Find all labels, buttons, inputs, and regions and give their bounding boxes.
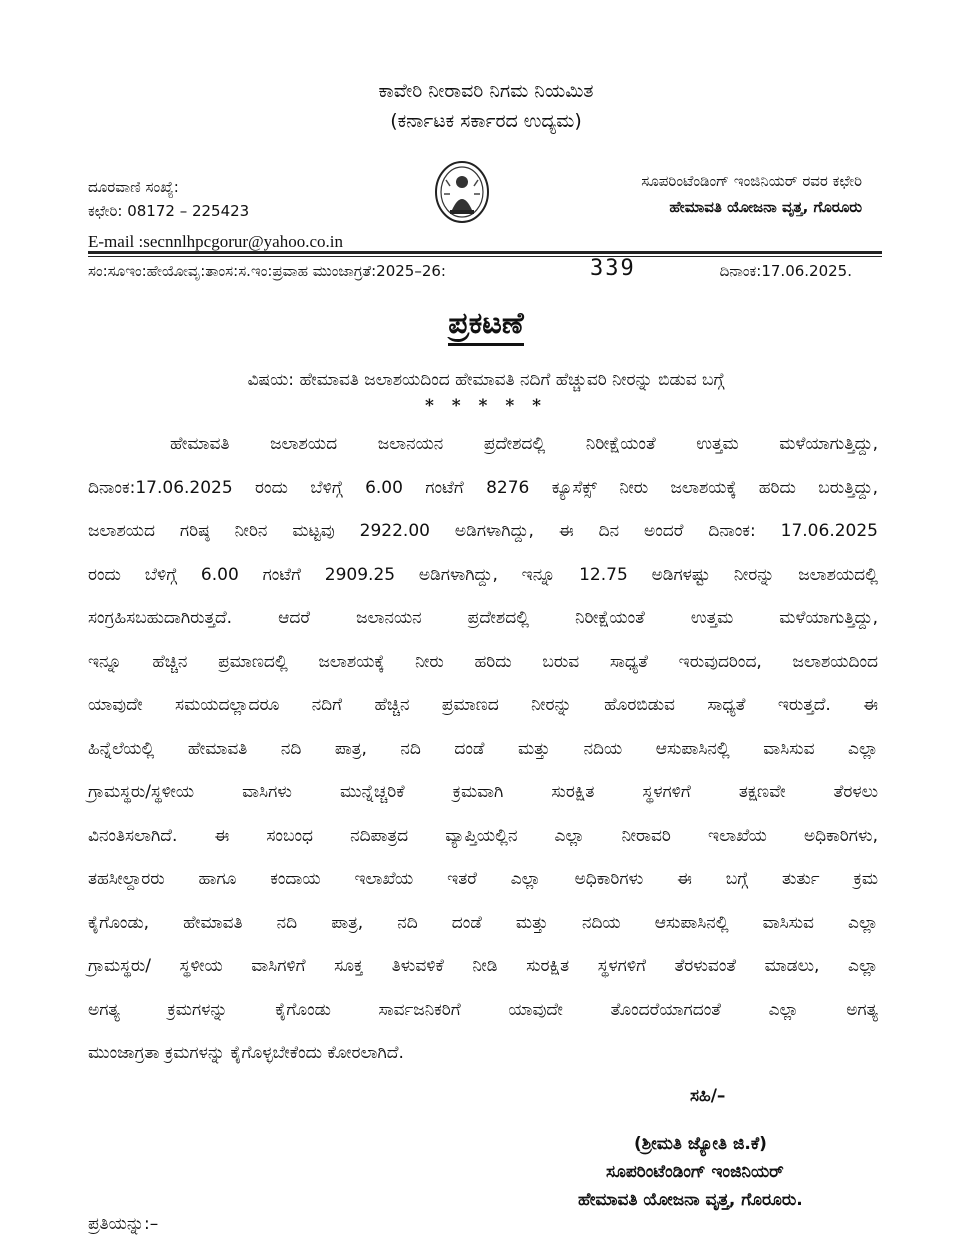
office-name-line1: ಸೂಪರಿಂಟೆಂಡಿಂಗ್ ಇಂಜಿನಿಯರ್ ರವರ ಕಛೇರಿ [641, 172, 862, 190]
body-line: ಜಲಾಶಯದ ಗರಿಷ್ಠ ನೀರಿನ ಮಟ್ಟವು 2922.00 ಅಡಿಗಳಾಗಿದ್ದು, ಈ ದಿನ ಅಂದರೆ ದಿನಾಂಕ: 17.06.2025 [88, 521, 878, 541]
body-line: ವಿನಂತಿಸಲಾಗಿದೆ. ಈ ಸಂಬಂಧ ನದಿಪಾತ್ರದ ವ್ಯಾಪ್ತಿಯಲ್ಲಿನ ಎಲ್ಲಾ ನೀರಾವರಿ ಇಲಾಖೆಯ ಅಧಿಕಾರಿಗಳು, [88, 826, 878, 846]
office-name-line2: ಹೇಮಾವತಿ ಯೋಜನಾ ವೃತ್ತ, ಗೊರೂರು [669, 198, 862, 216]
org-name: ಕಾವೇರಿ ನೀರಾವರಿ ನಿಗಮ ನಿಯಮಿತ [378, 80, 594, 102]
body-line: ಮುಂಜಾಗ್ರತಾ ಕ್ರಮಗಳನ್ನು ಕೈಗೊಳ್ಳಬೇಕೆಂದು ಕೋರಲಾಗಿದೆ. [88, 1043, 404, 1063]
phone-label: ದೂರವಾಣಿ ಸಂಖ್ಯೆ: [88, 178, 179, 196]
notice-title [0, 306, 972, 341]
body-line: ಇನ್ನೂ ಹೆಚ್ಚಿನ ಪ್ರಮಾಣದಲ್ಲಿ ಜಲಾಶಯಕ್ಕೆ ನೀರು ಹರಿದು ಬರುವ ಸಾಧ್ಯತೆ ಇರುವುದರಿಂದ, ಜಲಾಶಯದಿಂದ [88, 652, 878, 672]
subject-line: ವಿಷಯ: ಹೇಮಾವತಿ ಜಲಾಶಯದಿಂದ ಹೇಮಾವತಿ ನದಿಗೆ ಹೆಚ್ಚುವರಿ ನೀರನ್ನು ಬಿಡುವ ಬಗ್ಗೆ [247, 370, 725, 390]
signatory-office: ಹೇಮಾವತಿ ಯೋಜನಾ ವೃತ್ತ, ಗೊರೂರು. [578, 1190, 803, 1210]
reference-number: 339 [590, 256, 636, 281]
reference-text: ಸಂ:ಸೂಇಂ:ಹೇಯೋವೃ:ತಾಂಸ:ಸ.ಇಂ:ಪ್ರವಾಹ ಮುಂಜಾಗ್ರತೆ:2025–26: [88, 262, 446, 280]
issue-date: ದಿನಾಂಕ:17.06.2025. [719, 262, 852, 280]
body-line: ತಹಸೀಲ್ದಾರರು ಹಾಗೂ ಕಂದಾಯ ಇಲಾಖೆಯ ಇತರೆ ಎಲ್ಲಾ ಅಧಿಕಾರಿಗಳು ಈ ಬಗ್ಗೆ ತುರ್ತು ಕ್ರಮ [88, 869, 878, 889]
signed-mark: ಸಹಿ/– [690, 1086, 726, 1106]
body-line: ಯಾವುದೇ ಸಮಯದಲ್ಲಾದರೂ ನದಿಗೆ ಹೆಚ್ಚಿನ ಪ್ರಮಾಣದ ನೀರನ್ನು ಹೊರಬಿಡುವ ಸಾಧ್ಯತೆ ಇರುತ್ತದೆ. ಈ [88, 695, 878, 715]
body-line: ಗ್ರಾಮಸ್ಥರು/ಸ್ಥಳೀಯ ವಾಸಿಗಳು ಮುನ್ನೆಚ್ಚರಿಕೆ ಕ್ರಮವಾಗಿ ಸುರಕ್ಷಿತ ಸ್ಥಳಗಳಿಗೆ ತಕ್ಷಣವೇ ತೆರಳಲು [88, 782, 878, 802]
body-line: ರಂದು ಬೆಳಿಗ್ಗೆ 6.00 ಗಂಟೆಗೆ 2909.25 ಅಡಿಗಳಾಗಿದ್ದು, ಇನ್ನೂ 12.75 ಅಡಿಗಳಷ್ಟು ನೀರನ್ನು ಜಲಾಶಯದಲ್ಲಿ [88, 565, 878, 585]
body-line: ಸಂಗ್ರಹಿಸಬಹುದಾಗಿರುತ್ತದೆ. ಆದರೆ ಜಲಾನಯನ ಪ್ರದೇಶದಲ್ಲಿ ನಿರೀಕ್ಷೆಯಂತೆ ಉತ್ತಮ ಮಳೆಯಾಗುತ್ತಿದ್ದು, [88, 608, 878, 628]
org-subtitle: (ಕರ್ನಾಟಕ ಸರ್ಕಾರದ ಉದ್ಯಮ) [390, 110, 582, 132]
header-divider-thin [88, 256, 882, 257]
notice-title-text: ಪ್ರಕಟಣೆ [448, 306, 523, 346]
body-line: ಕೈಗೊಂಡು, ಹೇಮಾವತಿ ನದಿ ಪಾತ್ರ, ನದಿ ದಂಡೆ ಮತ್ತು ನದಿಯ ಆಸುಪಾಸಿನಲ್ಲಿ ವಾಸಿಸುವ ಎಲ್ಲಾ [88, 913, 878, 933]
copy-to-label: ಪ್ರತಿಯನ್ನು:– [88, 1214, 159, 1234]
office-phone: ಕಛೇರಿ: 08172 – 225423 [88, 202, 250, 220]
email-address: E-mail :secnnlhpcgorur@yahoo.co.in [88, 232, 343, 251]
signatory-designation: ಸೂಪರಿಂಟೆಂಡಿಂಗ್ ಇಂಜಿನಿಯರ್ [606, 1162, 784, 1182]
body-line: ದಿನಾಂಕ:17.06.2025 ರಂದು ಬೆಳಿಗ್ಗೆ 6.00 ಗಂಟೆಗೆ 8276 ಕ್ಯೂಸೆಕ್ಸ್ ನೀರು ಜಲಾಶಯಕ್ಕೆ ಹರಿದು ಬರುತ್ತಿದ್ದು, [88, 478, 878, 498]
body-line: ಹಿನ್ನೆಲೆಯಲ್ಲಿ ಹೇಮಾವತಿ ನದಿ ಪಾತ್ರ, ನದಿ ದಂಡೆ ಮತ್ತು ನದಿಯ ಆಸುಪಾಸಿನಲ್ಲಿ ವಾಸಿಸುವ ಎಲ್ಲಾ [88, 739, 878, 759]
header-divider [88, 251, 882, 254]
body-line: ಅಗತ್ಯ ಕ್ರಮಗಳನ್ನು ಕೈಗೊಂಡು ಸಾರ್ವಜನಿಕರಿಗೆ ಯಾವುದೇ ತೊಂದರೆಯಾಗದಂತೆ ಎಲ್ಲಾ ಅಗತ್ಯ [88, 1000, 878, 1020]
separator-stars: * * * * * [424, 396, 548, 416]
reference-line [88, 256, 882, 281]
body-line: ಹೇಮಾವತಿ ಜಲಾಶಯದ ಜಲಾನಯನ ಪ್ರದೇಶದಲ್ಲಿ ನಿರೀಕ್ಷೆಯಂತೆ ಉತ್ತಮ ಮಳೆಯಾಗುತ್ತಿದ್ದು, [170, 434, 878, 454]
body-line: ಗ್ರಾಮಸ್ಥರು/ ಸ್ಥಳೀಯ ವಾಸಿಗಳಿಗೆ ಸೂಕ್ತ ತಿಳುವಳಿಕೆ ನೀಡಿ ಸುರಕ್ಷಿತ ಸ್ಥಳಗಳಿಗೆ ತೆರಳುವಂತೆ ಮಾಡಲು, ಎಲ್ಲಾ [88, 956, 878, 976]
signatory-name: (ಶ್ರೀಮತಿ ಜ್ಯೋತಿ ಜಿ.ಕೆ) [634, 1134, 767, 1154]
government-emblem-icon [434, 160, 490, 224]
